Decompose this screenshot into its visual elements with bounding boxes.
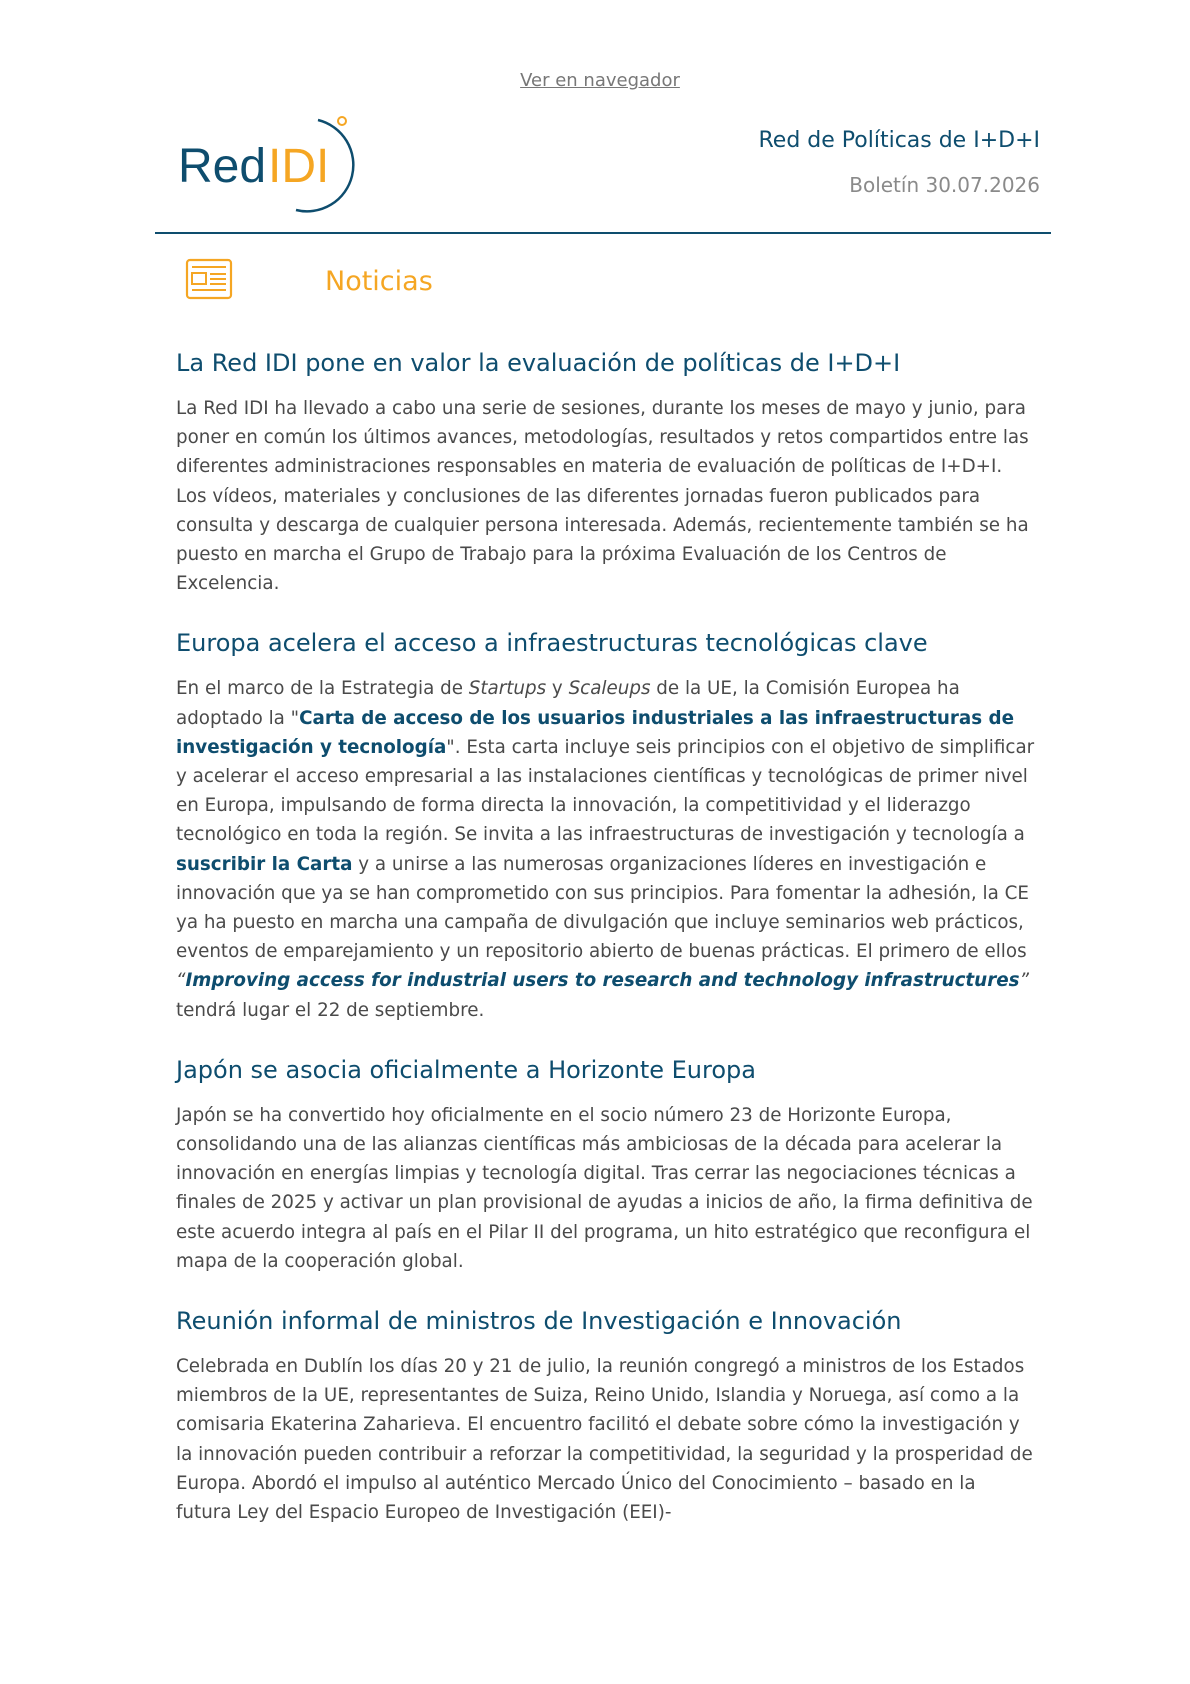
header-divider bbox=[155, 232, 1051, 234]
red-idi-logo bbox=[178, 112, 378, 216]
news-list bbox=[176, 348, 1036, 1557]
newsletter-title: Red de Políticas de I+D+I bbox=[758, 128, 1040, 153]
newspaper-icon bbox=[184, 258, 234, 302]
article-title: Europa acelera el acceso a infraestructuras tecnológicas clave bbox=[176, 629, 928, 658]
logo-text-idi: IDI bbox=[268, 140, 330, 193]
subscribe-charter-link[interactable]: suscribir la Carta bbox=[176, 853, 353, 875]
newsletter-date: Boletín 30.07.2026 bbox=[849, 173, 1040, 197]
charter-link[interactable]: Carta de acceso de los usuarios industriales a las infraestructuras de investigación y tecnología bbox=[176, 707, 1014, 758]
section-title-noticias: Noticias bbox=[325, 266, 433, 297]
article-body: Celebrada en Dublín los días 20 y 21 de julio, la reunión congregó a ministros de los Estados miembros de la UE, representantes de Suiza, Reino Unido, Islandia y Noruega, así como a la comisaria Ekaterina Zaharieva. El encuentro facilitó el debate sobre cómo la investigación y la innovación pueden contribuir a reforzar la competitividad, la seguridad y la prosperidad de Europa. Abordó el impulso al auténtico Mercado Único del Conocimiento – basado en la futura Ley del Espacio Europeo de Investigación (EEI)- bbox=[176, 1356, 1033, 1524]
logo-text-red: Red bbox=[178, 140, 267, 193]
scaleups-term: Scaleups bbox=[568, 678, 651, 700]
article-3 bbox=[176, 1055, 1036, 1276]
article-body: Japón se ha convertido hoy oficialmente en el socio número 23 de Horizonte Europa, consolidando una de las alianzas científicas más ambiciosas de la década para acelerar la innovación en energías limpias y tecnología digital. Tras cerrar las negociaciones técnicas a finales de 2025 y activar un plan provisional de ayudas a inicios de año, la firma definitiva de este acuerdo integra al país en el Pilar II del programa, un hito estratégico que reconfigura el mapa de la cooperación global. bbox=[176, 1104, 1033, 1272]
article-title: La Red IDI pone en valor la evaluación de políticas de I+D+I bbox=[176, 349, 901, 377]
article-4 bbox=[176, 1306, 1036, 1527]
webinar-link[interactable]: Improving access for industrial users to research and technology infrastructures bbox=[185, 970, 1020, 992]
startups-term: Startups bbox=[468, 678, 547, 700]
article-title: Japón se asocia oficialmente a Horizonte Europa bbox=[176, 1055, 756, 1084]
article-2 bbox=[176, 628, 1036, 1024]
article-title: Reunión informal de ministros de Investigación e Innovación bbox=[176, 1307, 902, 1336]
article-1 bbox=[176, 348, 1036, 598]
view-in-browser-link[interactable]: Ver en navegador bbox=[520, 70, 680, 91]
article-body: La Red IDI ha llevado a cabo una serie de sesiones, durante los meses de mayo y junio, para poner en común los últimos avances, metodologías, resultados y retos compartidos entre las diferentes administraciones responsables en materia de evaluación de políticas de I+D+I. Los vídeos, materiales y conclusiones de las diferentes jornadas fueron publicados para consulta y descarga de cualquier persona interesada. Además, recientemente también se ha puesto en marcha el Grupo de Trabajo para la próxima Evaluación de los Centros de Excelencia. bbox=[176, 398, 1029, 595]
article-body: En el marco de la Estrategia de Startups y Scaleups de la UE, la Comisión Europea ha adoptado la "Carta de acceso de los usuarios industriales a las infraestructuras de investigación y tecnología". Esta carta incluye seis principios con el objetivo de simplificar y acelerar el acceso empresarial a las instalaciones científicas y tecnológicas de primer nivel en Europa, impulsando de forma directa la innovación, la competitividad y el liderazgo tecnológico en toda la región. Se invita a las infraestructuras de investigación y tecnología a suscribir la Carta y a unirse a las numerosas organizaciones líderes en investigación e innovación que ya se han comprometido con sus principios. Para fomentar la adhesión, la CE ya ha puesto en marcha una campaña de divulgación que incluye seminarios web prácticos, eventos de emparejamiento y un repositorio abierto de buenas prácticas. El primero de ellos “Improving access for industrial users to research and technology infrastructures” tendrá lugar el 22 de septiembre. bbox=[176, 678, 1035, 1021]
